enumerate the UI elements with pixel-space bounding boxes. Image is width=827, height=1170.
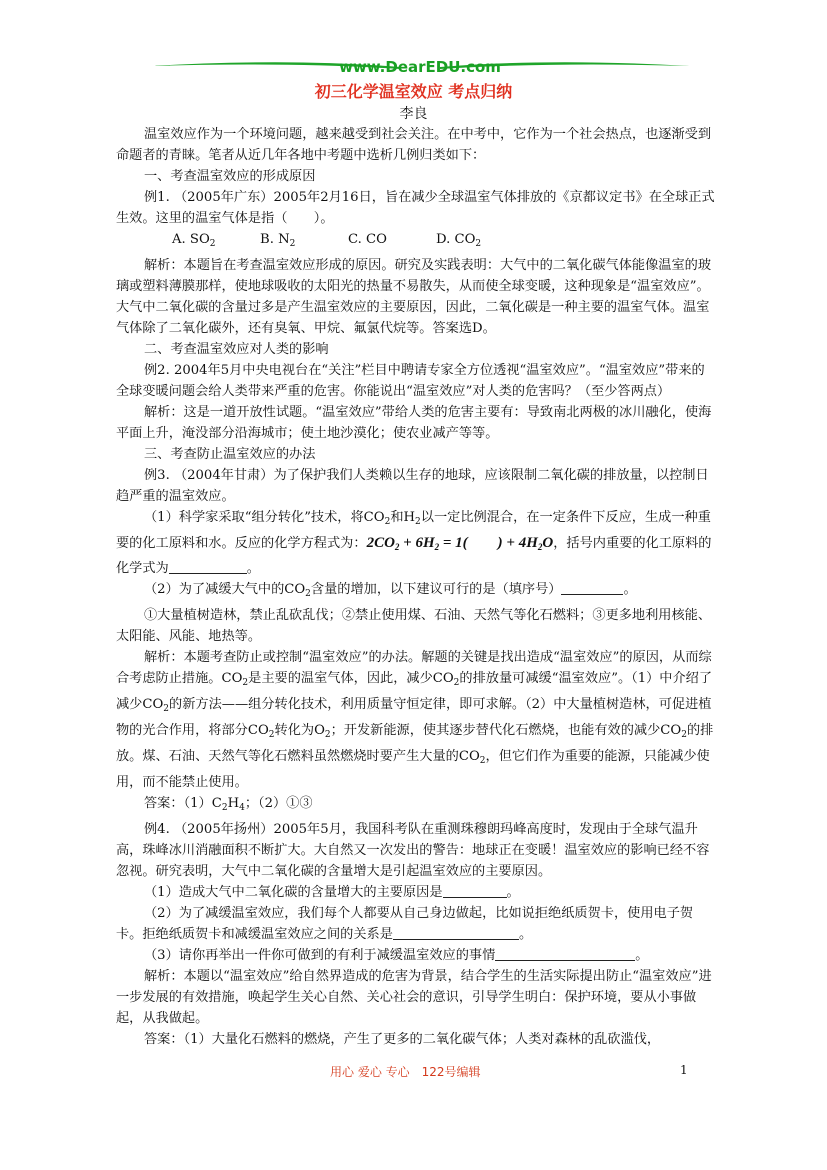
option-a: A. $SO_2$ xyxy=(172,232,216,249)
example-3-options: ①大量植树造林，禁止乱砍乱伐；②禁止使用煤、石油、天然气等化石燃料；③更多地利用核能、太阳能、风能、地热等。 xyxy=(116,608,712,644)
answer-blank[interactable] xyxy=(443,883,507,898)
option-b: B. $N_2$ xyxy=(260,232,296,249)
example-1-analysis: 解析：本题旨在考查温室效应形成的原因。研究及实践表明：大气中的二氧化碳气体能像温室的玻璃或塑料薄膜那样，使地球吸收的太阳光的热量不易散失，从而使全球变暖，这种现象是“温室效应”。大气中二氧化碳的含量过多是产生温室效应的主要原因，因此，二氧化碳是一种主要的温室气体。温室气体除了二氧化碳外，还有臭氧、甲烷、氟氯代烷等。答案选D。 xyxy=(116,258,712,336)
footer-slogan: 用心 爱心 专心 122号编辑 xyxy=(330,1065,481,1079)
example-2-analysis: 解析：这是一道开放性试题。“温室效应”带给人类的危害主要有：导致南北两极的冰川融化，使海平面上升，淹没部分沿海城市；使土地沙漠化；使农业减产等等。 xyxy=(116,405,712,441)
example-4-question-2: （2）为了减缓温室效应，我们每个人都要从自己身边做起，比如说拒绝纸质贺卡，使用电子贺卡。拒绝纸质贺卡和减缓温室效应之间的关系是 。 xyxy=(116,906,694,942)
chemical-equation: $2CO_2 + 6H_2 = 1$( ) + $4H_2O$ xyxy=(366,535,554,552)
answer-blank[interactable] xyxy=(561,580,623,595)
example-2: 例2. 2004年5月中央电视台在“关注”栏目中聘请专家全方位透视“温室效应”。“温室效应”带来的全球变暖问题会给人类带来严重的危害。你能说出“温室效应”对人类的危害吗？（至少答两点） xyxy=(116,363,705,399)
example-4: 例4. （2005年扬州）2005年5月，我国科考队在重测珠穆朗玛峰高度时，发现由于全球气温升高，珠峰冰川消融面积不断扩大。大自然又一次发出的警告：地球正在变暖！温室效应的影响已经不容忽视。研究表明，大气中二氧化碳的含量增大是引起温室效应的主要原因。 xyxy=(116,822,710,879)
example-4-question-1: （1）造成大气中二氧化碳的含量增大的主要原因是 。 xyxy=(144,885,520,900)
section-heading-2: 二、考查温室效应对人类的影响 xyxy=(144,342,329,357)
example-3-question-1: （1）科学家采取“组分转化”技术，将$CO_2$和$H_2$以一定比例混合，在一定条件下反应，生成一种重要的化工原料和水。反应的化学方程式为：$2CO_2 + 6H_2 = 1$( ) + $4H_2O$，括号内重要的化工原料的化学式为 。 xyxy=(116,510,712,576)
document-title: 初三化学温室效应 考点归纳 xyxy=(314,82,513,101)
document-body xyxy=(116,124,716,1050)
option-d: D. $CO_2$ xyxy=(436,232,482,249)
site-url[interactable]: www.DearEDU.com xyxy=(339,58,501,76)
example-3: 例3. （2004年甘肃）为了保护我们人类赖以生存的地球，应该限制二氧化碳的排放量，以控制日趋严重的温室效应。 xyxy=(116,468,709,504)
example-4-question-3: （3）请你再举出一件你可做到的有利于减缓温室效应的事情 。 xyxy=(144,948,649,963)
author: 李良 xyxy=(399,106,428,122)
intro-paragraph: 温室效应作为一个环境问题，越来越受到社会关注。在中考中，它作为一个社会热点，也逐渐受到命题者的青睐。笔者从近几年各地中考题中选析几例归类如下： xyxy=(116,127,712,163)
answer-blank[interactable] xyxy=(495,946,635,961)
example-3-answer: 答案：$(1)C_2H_4$；（2）①③ xyxy=(144,796,313,813)
example-4-answer: 答案：（1）大量化石燃料的燃烧，产生了更多的二氧化碳气体；人类对森林的乱砍滥伐， xyxy=(144,1032,661,1047)
option-c: C. CO xyxy=(348,232,387,247)
section-heading-3: 三、考查防止温室效应的办法 xyxy=(144,447,316,462)
answer-blank[interactable] xyxy=(393,925,519,940)
example-4-analysis: 解析：本题以“温室效应”给自然界造成的危害为背景，结合学生的生活实际提出防止“温室效应”进一步发展的有效措施，唤起学生关心自然、关心社会的意识，引导学生明白：保护环境，要从小事做起，从我做起。 xyxy=(116,969,712,1026)
answer-blank[interactable] xyxy=(169,559,247,574)
example-1-options xyxy=(116,229,716,255)
example-3-analysis: 解析：本题考查防止或控制“温室效应”的办法。解题的关键是找出造成“温室效应”的原因，从而综合考虑防止措施。$CO_2$是主要的温室气体，因此，减少$CO_2$的排放量可减缓“温室效应”。（1）中介绍了减少$CO_2$的新方法——组分转化技术，利用质量守恒定律，即可求解。（2）中大量植树造林，可促进植物的光合作用，将部分$CO_2$转化为$O_2$；开发新能源，使其逐步替代化石燃烧，也能有效的减少$CO_2$的排放。煤、石油、天然气等化石燃料虽然燃烧时要产生大量的$CO_2$，但它们作为重要的能源，只能减少使用，而不能禁止使用。 xyxy=(116,650,714,790)
example-1: 例1. （2005年广东）2005年2月16日，旨在减少全球温室气体排放的《京都议定书》在全球正式生效。这里的温室气体是指（ ）。 xyxy=(116,190,715,226)
section-heading-1: 一、考查温室效应的形成原因 xyxy=(144,169,316,184)
example-3-question-2: （2）为了减缓大气中的$CO_2$含量的增加，以下建议可行的是（填序号） 。 xyxy=(144,582,637,599)
page-number: 1 xyxy=(680,1063,688,1077)
